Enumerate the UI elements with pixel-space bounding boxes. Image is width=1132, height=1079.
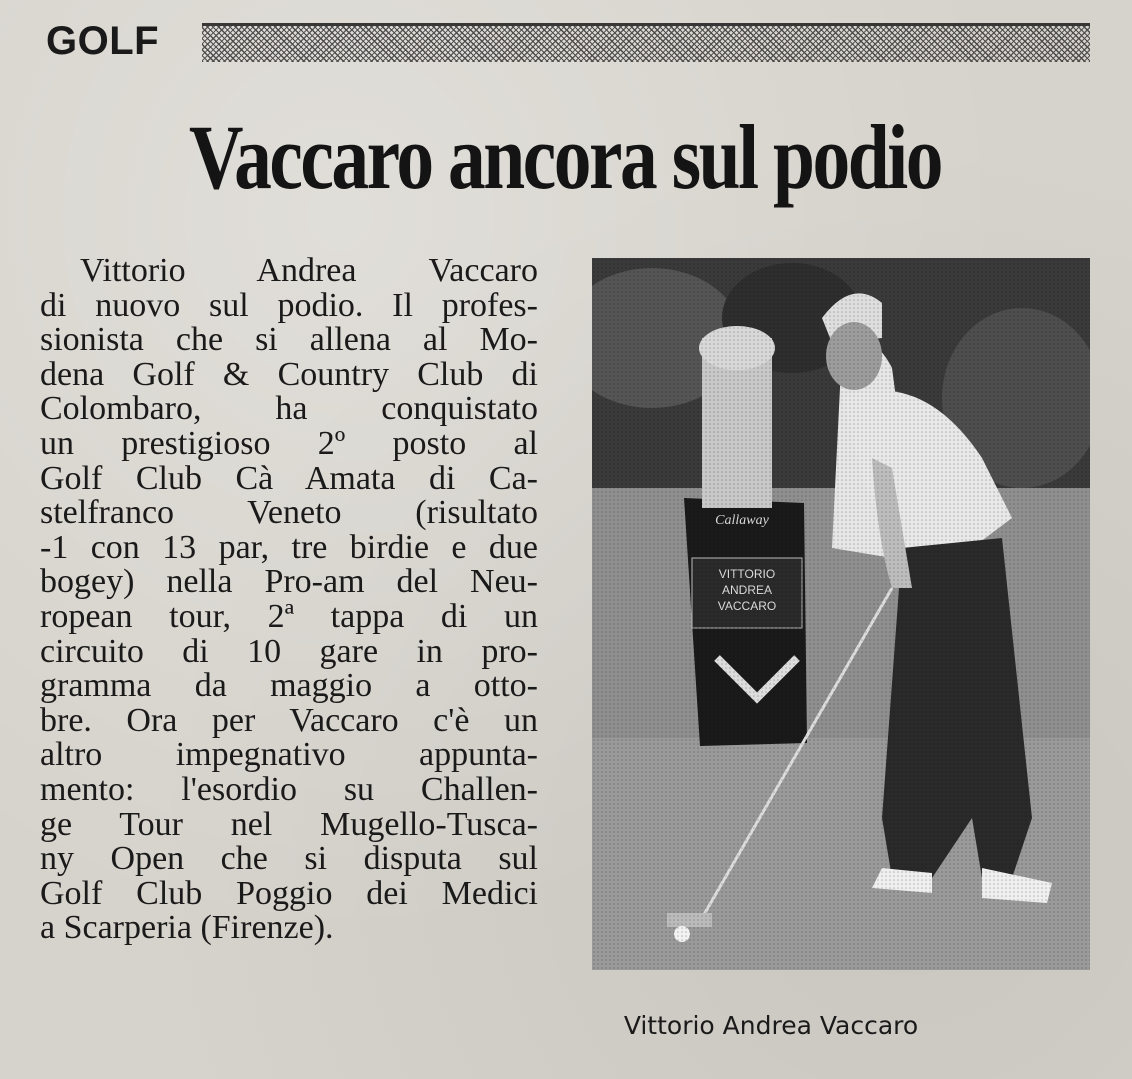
article-line: -1 con 13 par, tre birdie e due bbox=[40, 528, 538, 566]
article-line: circuito di 10 gare in pro- bbox=[40, 632, 538, 670]
article-line: sionista che si allena al Mo- bbox=[40, 321, 538, 359]
article-body bbox=[40, 254, 538, 946]
golfer-putting-icon bbox=[592, 258, 1090, 970]
article-line: stelfranco Veneto (risultato bbox=[40, 494, 538, 532]
article-line: ny Open che si disputa sul bbox=[40, 840, 538, 878]
article-line: altro impegnativo appunta- bbox=[40, 736, 538, 774]
headline: Vaccaro ancora sul podio bbox=[188, 106, 942, 208]
article-line: bogey) nella Pro-am del Neu- bbox=[40, 563, 538, 601]
section-header bbox=[40, 18, 1090, 64]
article-line: Colombaro, ha conquistato bbox=[40, 390, 538, 428]
article-line: mento: l'esordio su Challen- bbox=[40, 770, 538, 808]
article-line: bre. Ora per Vaccaro c'è un bbox=[40, 701, 538, 739]
article-line: ropean tour, 2ª tappa di un bbox=[40, 597, 538, 635]
article-line: un prestigioso 2º posto al bbox=[40, 424, 538, 462]
photo-caption: Vittorio Andrea Vaccaro bbox=[623, 1011, 919, 1040]
article-line: ge Tour nel Mugello-Tusca- bbox=[40, 805, 538, 843]
article-line: di nuovo sul podio. Il profes- bbox=[40, 286, 538, 324]
article-line: Golf Club Poggio dei Medici bbox=[40, 874, 538, 912]
article-line: Golf Club Cà Amata di Ca- bbox=[40, 459, 538, 497]
section-rule bbox=[202, 23, 1090, 62]
article-line: gramma da maggio a otto- bbox=[40, 667, 538, 705]
article-line: dena Golf & Country Club di bbox=[40, 355, 538, 393]
section-label: GOLF bbox=[46, 19, 160, 63]
article-line: a Scarperia (Firenze). bbox=[40, 909, 334, 947]
article-photo bbox=[592, 258, 1090, 970]
article-line: Vittorio Andrea Vaccaro bbox=[80, 252, 538, 289]
